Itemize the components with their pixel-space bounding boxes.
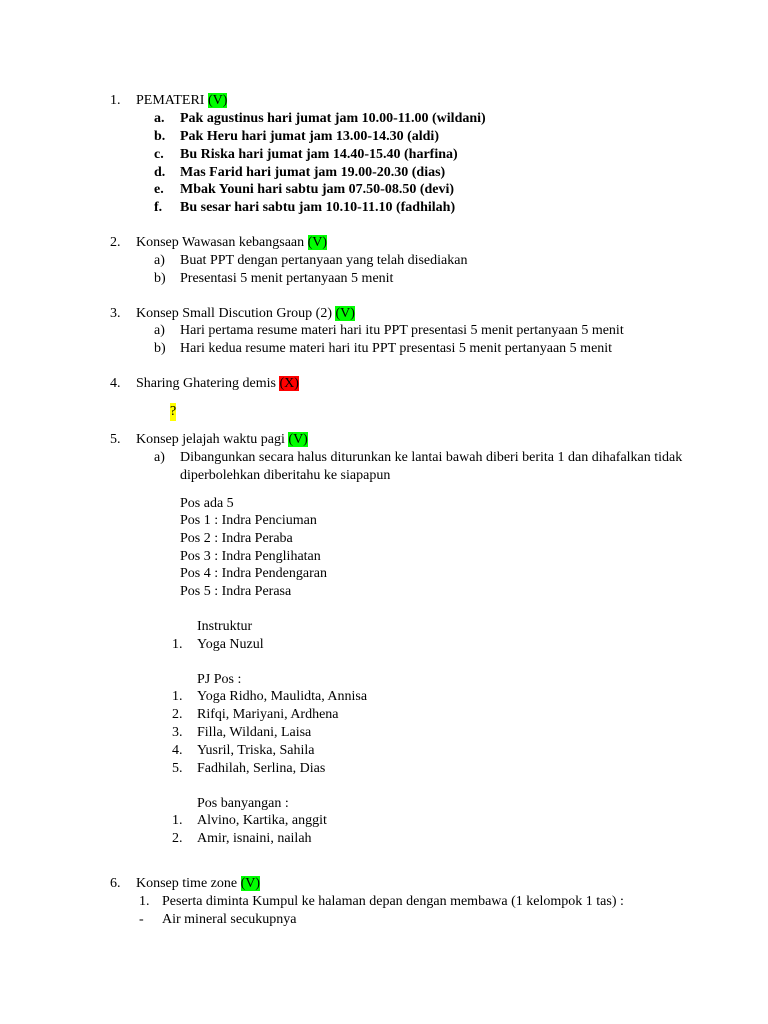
heading-text: Konsep Wawasan kebangsaan bbox=[136, 235, 305, 250]
pos-line: Pos 5 : Indra Perasa bbox=[180, 584, 292, 599]
sub-marker: f. bbox=[154, 200, 163, 215]
item-number: 3. bbox=[110, 306, 121, 321]
list-item: Yoga Nuzul bbox=[197, 637, 264, 652]
heading-text: Konsep time zone bbox=[136, 876, 238, 891]
list-number: 2. bbox=[172, 707, 183, 722]
sub-marker: a. bbox=[154, 111, 165, 126]
list-item: Yusril, Triska, Sahila bbox=[197, 743, 315, 758]
list-number: 4. bbox=[172, 743, 183, 758]
dash-bullet: - bbox=[139, 912, 144, 927]
list-number: 2. bbox=[172, 831, 183, 846]
list-item: Pak agustinus hari jumat jam 10.00-11.00 (wildani) bbox=[180, 111, 486, 126]
list-number: 1. bbox=[139, 894, 150, 909]
list-item: Mbak Youni hari sabtu jam 07.50-08.50 (devi) bbox=[180, 182, 455, 197]
list-number: 1. bbox=[172, 689, 183, 704]
item-heading-time-zone bbox=[136, 875, 260, 893]
list-item: Hari pertama resume materi hari itu PPT presentasi 5 menit pertanyaan 5 menit bbox=[180, 323, 624, 338]
pos-line: Pos ada 5 bbox=[180, 496, 234, 511]
status-mark-check: (V) bbox=[307, 235, 328, 250]
heading-text: Konsep jelajah waktu pagi bbox=[136, 432, 285, 447]
item-number: 4. bbox=[110, 376, 121, 391]
section-heading-pos-bayangan: Pos banyangan : bbox=[197, 796, 289, 811]
heading-text: Sharing Ghatering demis bbox=[136, 376, 276, 391]
list-item: Bu Riska hari jumat jam 14.40-15.40 (harfina) bbox=[180, 147, 458, 162]
section-heading-instruktur: Instruktur bbox=[197, 619, 253, 634]
list-item: Bu sesar hari sabtu jam 10.10-11.10 (fadhilah) bbox=[180, 200, 456, 215]
list-item: Filla, Wildani, Laisa bbox=[197, 725, 312, 740]
status-mark-check: (V) bbox=[335, 306, 355, 321]
item-number: 1. bbox=[110, 93, 121, 108]
paragraph-line: Dibangunkan secara halus diturunkan ke lantai bawah diberi berita 1 dan dihafalkan tidak bbox=[180, 450, 683, 465]
paragraph-line: diperbolehkan diberitahu ke siapapun bbox=[180, 468, 391, 483]
list-number: 1. bbox=[172, 637, 183, 652]
sub-marker: a) bbox=[154, 253, 165, 268]
item-number: 5. bbox=[110, 432, 121, 447]
sub-marker: b. bbox=[154, 129, 166, 144]
sub-marker: a) bbox=[154, 323, 165, 338]
status-mark-cross: (X) bbox=[279, 376, 299, 391]
heading-text: Konsep Small Discution Group (2) bbox=[136, 306, 332, 321]
list-item: Yoga Ridho, Maulidta, Annisa bbox=[197, 689, 368, 704]
heading-text: PEMATERI bbox=[136, 93, 205, 108]
list-number: 5. bbox=[172, 761, 183, 776]
status-mark-check: (V) bbox=[288, 432, 308, 447]
list-item: Hari kedua resume materi hari itu PPT presentasi 5 menit pertanyaan 5 menit bbox=[180, 341, 613, 356]
list-item: Peserta diminta Kumpul ke halaman depan dengan membawa (1 kelompok 1 tas) : bbox=[162, 894, 624, 909]
pos-line: Pos 4 : Indra Pendengaran bbox=[180, 566, 327, 581]
list-item: Air mineral secukupnya bbox=[162, 912, 297, 927]
list-item: Buat PPT dengan pertanyaan yang telah disediakan bbox=[180, 253, 468, 268]
sub-marker: a) bbox=[154, 450, 165, 465]
sub-marker: b) bbox=[154, 271, 166, 286]
question-note: ? bbox=[170, 404, 177, 419]
item-number: 6. bbox=[110, 876, 121, 891]
status-mark-check: (V) bbox=[207, 93, 228, 108]
sub-marker: b) bbox=[154, 341, 166, 356]
list-number: 1. bbox=[172, 813, 183, 828]
list-item: Alvino, Kartika, anggit bbox=[197, 813, 327, 828]
item-heading-small-group bbox=[136, 305, 355, 323]
list-item: Pak Heru hari jumat jam 13.00-14.30 (aldi) bbox=[180, 129, 439, 144]
sub-marker: e. bbox=[154, 182, 164, 197]
list-item: Mas Farid hari jumat jam 19.00-20.30 (dias) bbox=[180, 165, 446, 180]
status-mark-check: (V) bbox=[240, 876, 261, 891]
item-heading-jelajah bbox=[136, 431, 308, 449]
list-number: 3. bbox=[172, 725, 183, 740]
sub-marker: d. bbox=[154, 165, 166, 180]
item-heading-pemateri bbox=[136, 92, 227, 110]
list-item: Amir, isnaini, nailah bbox=[197, 831, 312, 846]
list-item: Rifqi, Mariyani, Ardhena bbox=[197, 707, 339, 722]
item-heading-wawasan bbox=[136, 234, 327, 252]
item-number: 2. bbox=[110, 235, 121, 250]
pos-line: Pos 3 : Indra Penglihatan bbox=[180, 549, 321, 564]
pos-line: Pos 1 : Indra Penciuman bbox=[180, 513, 317, 528]
section-heading-pj-pos: PJ Pos : bbox=[197, 672, 242, 687]
sub-marker: c. bbox=[154, 147, 164, 162]
pos-line: Pos 2 : Indra Peraba bbox=[180, 531, 293, 546]
list-item: Fadhilah, Serlina, Dias bbox=[197, 761, 326, 776]
item-heading-sharing bbox=[136, 375, 299, 393]
list-item: Presentasi 5 menit pertanyaan 5 menit bbox=[180, 271, 394, 286]
